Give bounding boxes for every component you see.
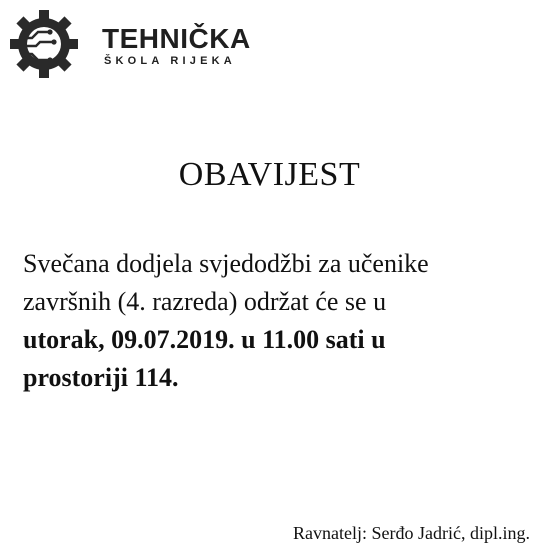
logo-subtitle: ŠKOLA RIJEKA [104, 55, 236, 67]
notice-body [23, 245, 523, 397]
logo-wordmark: TEHNIČKA [102, 23, 251, 54]
gear-icon [8, 8, 84, 80]
notice-title: OBAVIJEST [178, 156, 361, 193]
notice-line-1: Svečana dodjela svjedodžbi za učenike [23, 249, 429, 278]
notice-bold-line-2: prostoriji 114. [23, 363, 179, 392]
principal-signature: Ravnatelj: Serđo Jadrić, dipl.ing. [293, 523, 530, 543]
notice-bold-line-1: utorak, 09.07.2019. u 11.00 sati u [23, 325, 386, 354]
school-logo [8, 8, 278, 80]
notice-line-2: završnih (4. razreda) održat će se u [23, 287, 387, 316]
